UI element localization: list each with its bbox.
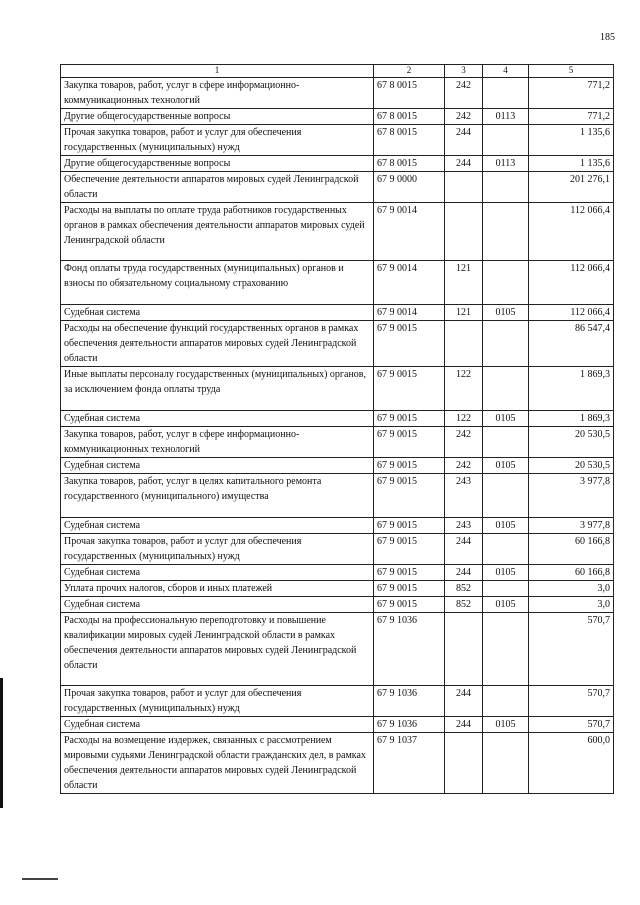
row-code-cell: 67 9 0014 [374,203,445,261]
row-name-cell: Судебная система [61,411,374,427]
row-rz-cell [483,321,529,367]
row-name-cell: Закупка товаров, работ, услуг в сфере информационно-коммуникационных технологий [61,427,374,458]
row-name-cell: Судебная система [61,518,374,534]
row-name-cell: Судебная система [61,717,374,733]
table-row [61,613,614,686]
row-code-cell: 67 9 1036 [374,717,445,733]
row-vr-cell [445,613,483,686]
row-name-cell: Прочая закупка товаров, работ и услуг для обеспечения государственных (муниципальных) нужд [61,686,374,717]
row-vr-cell [445,203,483,261]
scan-edge-mark [0,678,3,808]
table-row [61,411,614,427]
row-vr-cell: 244 [445,156,483,172]
row-sum-cell: 1 135,6 [529,156,614,172]
row-rz-cell: 0113 [483,156,529,172]
row-rz-cell [483,261,529,305]
table-row [61,518,614,534]
row-rz-cell: 0105 [483,305,529,321]
row-code-cell: 67 9 0015 [374,367,445,411]
row-name-cell: Расходы на возмещение издержек, связанных с рассмотрением мировыми судьями Ленинградской области гражданских дел, в рамках обеспечения деятельности аппаратов мировых судей Ленинградской области [61,733,374,794]
row-vr-cell: 121 [445,305,483,321]
row-code-cell: 67 8 0015 [374,125,445,156]
row-rz-cell [483,686,529,717]
row-vr-cell: 121 [445,261,483,305]
row-rz-cell: 0105 [483,411,529,427]
column-header: 3 [445,65,483,78]
row-sum-cell: 20 530,5 [529,458,614,474]
table-row [61,474,614,518]
row-sum-cell: 20 530,5 [529,427,614,458]
table-row [61,172,614,203]
column-header: 1 [61,65,374,78]
row-sum-cell: 3 977,8 [529,474,614,518]
budget-table [60,64,614,794]
row-rz-cell [483,474,529,518]
row-sum-cell: 1 135,6 [529,125,614,156]
row-name-cell: Расходы на профессиональную переподготовку и повышение квалификации мировых судей Ленинградской области в рамках обеспечения деятельности аппаратов мировых судей Ленинградской области [61,613,374,686]
row-rz-cell: 0105 [483,597,529,613]
row-sum-cell: 1 869,3 [529,411,614,427]
row-code-cell: 67 8 0015 [374,109,445,125]
row-vr-cell: 242 [445,427,483,458]
row-sum-cell: 3,0 [529,597,614,613]
row-vr-cell: 242 [445,109,483,125]
row-code-cell: 67 9 1036 [374,613,445,686]
table-row [61,156,614,172]
row-vr-cell: 122 [445,411,483,427]
row-vr-cell: 243 [445,518,483,534]
page-number: 185 [600,32,615,43]
row-sum-cell: 570,7 [529,717,614,733]
row-rz-cell [483,78,529,109]
row-code-cell: 67 9 0014 [374,305,445,321]
scan-dash-mark [22,878,58,880]
row-code-cell: 67 9 0015 [374,321,445,367]
table-row [61,686,614,717]
row-vr-cell: 244 [445,534,483,565]
row-rz-cell [483,427,529,458]
row-vr-cell: 242 [445,78,483,109]
row-code-cell: 67 8 0015 [374,78,445,109]
row-code-cell: 67 9 0015 [374,518,445,534]
row-vr-cell [445,733,483,794]
row-vr-cell: 122 [445,367,483,411]
row-sum-cell: 60 166,8 [529,565,614,581]
row-name-cell: Прочая закупка товаров, работ и услуг для обеспечения государственных (муниципальных) нужд [61,125,374,156]
table-row [61,261,614,305]
row-rz-cell: 0113 [483,109,529,125]
row-sum-cell: 570,7 [529,613,614,686]
row-sum-cell: 771,2 [529,78,614,109]
row-rz-cell [483,203,529,261]
row-code-cell: 67 9 0015 [374,581,445,597]
row-code-cell: 67 8 0015 [374,156,445,172]
row-vr-cell: 244 [445,717,483,733]
column-header: 4 [483,65,529,78]
table-row [61,717,614,733]
column-header: 5 [529,65,614,78]
row-sum-cell: 112 066,4 [529,305,614,321]
table-row [61,367,614,411]
row-sum-cell: 201 276,1 [529,172,614,203]
row-rz-cell: 0105 [483,518,529,534]
row-vr-cell: 244 [445,686,483,717]
table-row [61,109,614,125]
row-name-cell: Прочая закупка товаров, работ и услуг для обеспечения государственных (муниципальных) нужд [61,534,374,565]
row-sum-cell: 112 066,4 [529,261,614,305]
row-code-cell: 67 9 0015 [374,427,445,458]
row-code-cell: 67 9 0014 [374,261,445,305]
row-sum-cell: 60 166,8 [529,534,614,565]
row-vr-cell: 243 [445,474,483,518]
table-row [61,597,614,613]
row-sum-cell: 3,0 [529,581,614,597]
row-rz-cell [483,125,529,156]
row-rz-cell [483,534,529,565]
row-name-cell: Расходы на выплаты по оплате труда работников государственных органов в рамках обеспечения деятельности аппаратов мировых судей Ленинградской области [61,203,374,261]
row-name-cell: Судебная система [61,305,374,321]
row-code-cell: 67 9 1036 [374,686,445,717]
table-row [61,581,614,597]
table-header-row [61,65,614,78]
row-vr-cell: 244 [445,125,483,156]
table-row [61,534,614,565]
column-header: 2 [374,65,445,78]
row-rz-cell: 0105 [483,717,529,733]
row-sum-cell: 771,2 [529,109,614,125]
row-code-cell: 67 9 1037 [374,733,445,794]
row-rz-cell [483,733,529,794]
table-row [61,203,614,261]
table-row [61,458,614,474]
row-code-cell: 67 9 0015 [374,565,445,581]
row-rz-cell [483,172,529,203]
row-name-cell: Закупка товаров, работ, услуг в целях капитального ремонта государственного (муниципального) имущества [61,474,374,518]
row-code-cell: 67 9 0000 [374,172,445,203]
row-name-cell: Иные выплаты персоналу государственных (муниципальных) органов, за исключением фонда оплаты труда [61,367,374,411]
row-sum-cell: 3 977,8 [529,518,614,534]
row-name-cell: Судебная система [61,597,374,613]
row-vr-cell: 852 [445,597,483,613]
row-sum-cell: 570,7 [529,686,614,717]
row-name-cell: Другие общегосударственные вопросы [61,109,374,125]
row-vr-cell [445,321,483,367]
table-row [61,321,614,367]
row-name-cell: Судебная система [61,458,374,474]
row-sum-cell: 86 547,4 [529,321,614,367]
row-sum-cell: 600,0 [529,733,614,794]
table-row [61,733,614,794]
row-rz-cell [483,581,529,597]
row-name-cell: Уплата прочих налогов, сборов и иных платежей [61,581,374,597]
row-name-cell: Обеспечение деятельности аппаратов мировых судей Ленинградской области [61,172,374,203]
table-row [61,125,614,156]
row-vr-cell [445,172,483,203]
row-code-cell: 67 9 0015 [374,534,445,565]
row-rz-cell: 0105 [483,458,529,474]
row-name-cell: Расходы на обеспечение функций государственных органов в рамках обеспечения деятельности аппаратов мировых судей Ленинградской области [61,321,374,367]
table-row [61,565,614,581]
row-name-cell: Судебная система [61,565,374,581]
row-rz-cell [483,613,529,686]
row-name-cell: Другие общегосударственные вопросы [61,156,374,172]
table-row [61,78,614,109]
row-vr-cell: 852 [445,581,483,597]
row-vr-cell: 244 [445,565,483,581]
row-name-cell: Закупка товаров, работ, услуг в сфере информационно-коммуникационных технологий [61,78,374,109]
row-sum-cell: 112 066,4 [529,203,614,261]
row-code-cell: 67 9 0015 [374,474,445,518]
row-name-cell: Фонд оплаты труда государственных (муниципальных) органов и взносы по обязательному социальному страхованию [61,261,374,305]
row-code-cell: 67 9 0015 [374,458,445,474]
row-rz-cell [483,367,529,411]
table-row [61,305,614,321]
row-code-cell: 67 9 0015 [374,597,445,613]
row-rz-cell: 0105 [483,565,529,581]
table-row [61,427,614,458]
row-sum-cell: 1 869,3 [529,367,614,411]
row-vr-cell: 242 [445,458,483,474]
row-code-cell: 67 9 0015 [374,411,445,427]
